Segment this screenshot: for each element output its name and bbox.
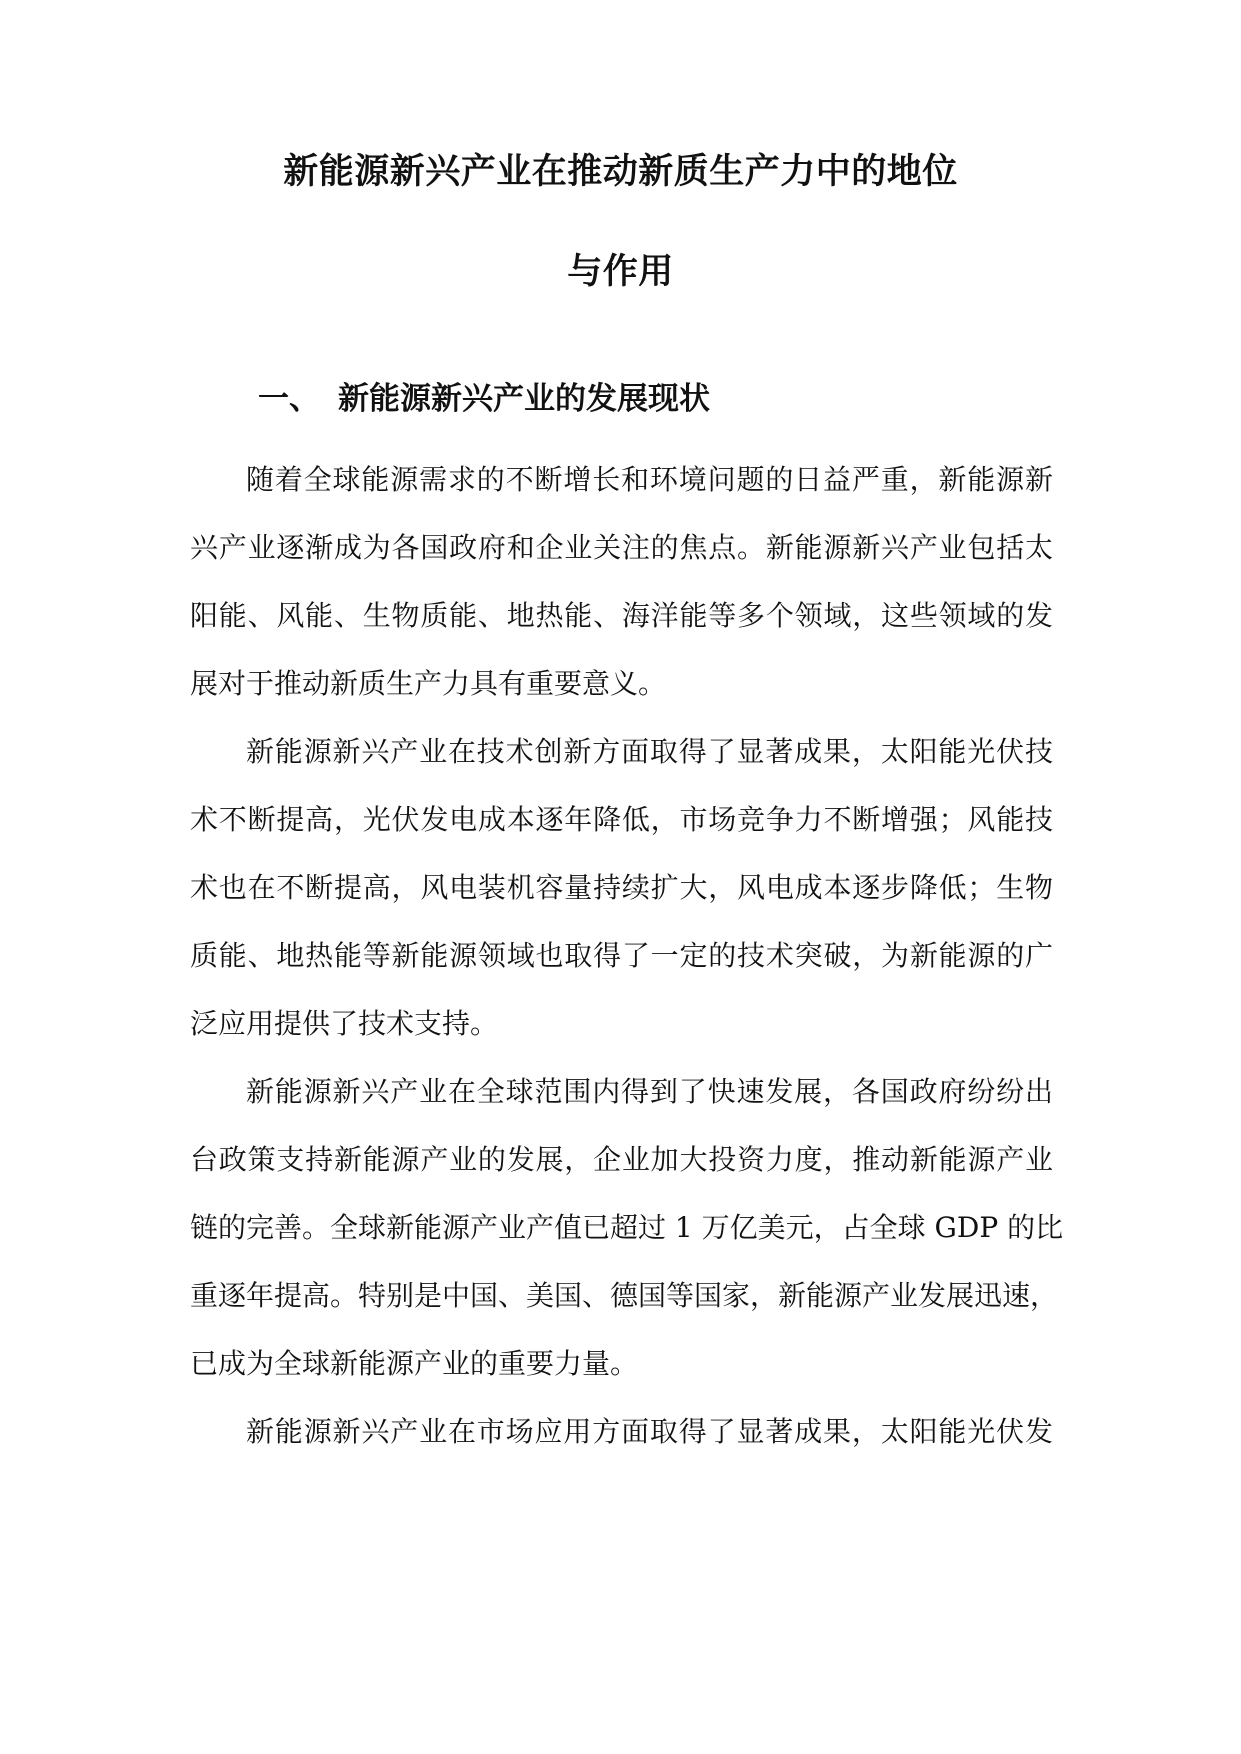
paragraph-1-line: 阳能、风能、生物质能、地热能、海洋能等多个领域，这些领域的发 xyxy=(190,599,1053,632)
paragraph-1-line: 随着全球能源需求的不断增长和环境问题的日益严重，新能源新 xyxy=(246,463,1053,496)
section-heading xyxy=(258,377,710,421)
paragraph-2-line: 泛应用提供了技术支持。 xyxy=(190,1007,499,1040)
section-heading-text: 新能源新兴产业的发展现状 xyxy=(338,381,710,417)
paragraph-2-line: 术也在不断提高，风电装机容量持续扩大，风电成本逐步降低；生物 xyxy=(190,871,1053,904)
paragraph-2-line: 新能源新兴产业在技术创新方面取得了显著成果，太阳能光伏技 xyxy=(246,735,1053,768)
paragraph-1-line: 兴产业逐渐成为各国政府和企业关注的焦点。新能源新兴产业包括太 xyxy=(190,531,1053,564)
paragraph-3-line: 台政策支持新能源产业的发展，企业加大投资力度，推动新能源产业 xyxy=(190,1143,1053,1176)
paragraph-3-line: 链的完善。全球新能源产业产值已超过 1 万亿美元，占全球 GDP 的比 xyxy=(190,1211,1064,1244)
document-title-line-2: 与作用 xyxy=(567,252,674,292)
paragraph-1-line: 展对于推动新质生产力具有重要意义。 xyxy=(190,667,667,700)
section-number: 一、 xyxy=(258,381,320,417)
paragraph-2-line: 术不断提高，光伏发电成本逐年降低，市场竞争力不断增强；风能技 xyxy=(190,803,1053,836)
paragraph-3-line: 新能源新兴产业在全球范围内得到了快速发展，各国政府纷纷出 xyxy=(246,1075,1053,1108)
paragraph-4-line: 新能源新兴产业在市场应用方面取得了显著成果，太阳能光伏发 xyxy=(246,1415,1053,1448)
document-title-line-1: 新能源新兴产业在推动新质生产力中的地位 xyxy=(283,152,958,192)
paragraph-2-line: 质能、地热能等新能源领域也取得了一定的技术突破，为新能源的广 xyxy=(190,939,1053,972)
paragraph-3-line: 已成为全球新能源产业的重要力量。 xyxy=(190,1347,639,1380)
paragraph-3-line: 重逐年提高。特别是中国、美国、德国等国家，新能源产业发展迅速， xyxy=(190,1279,1059,1312)
